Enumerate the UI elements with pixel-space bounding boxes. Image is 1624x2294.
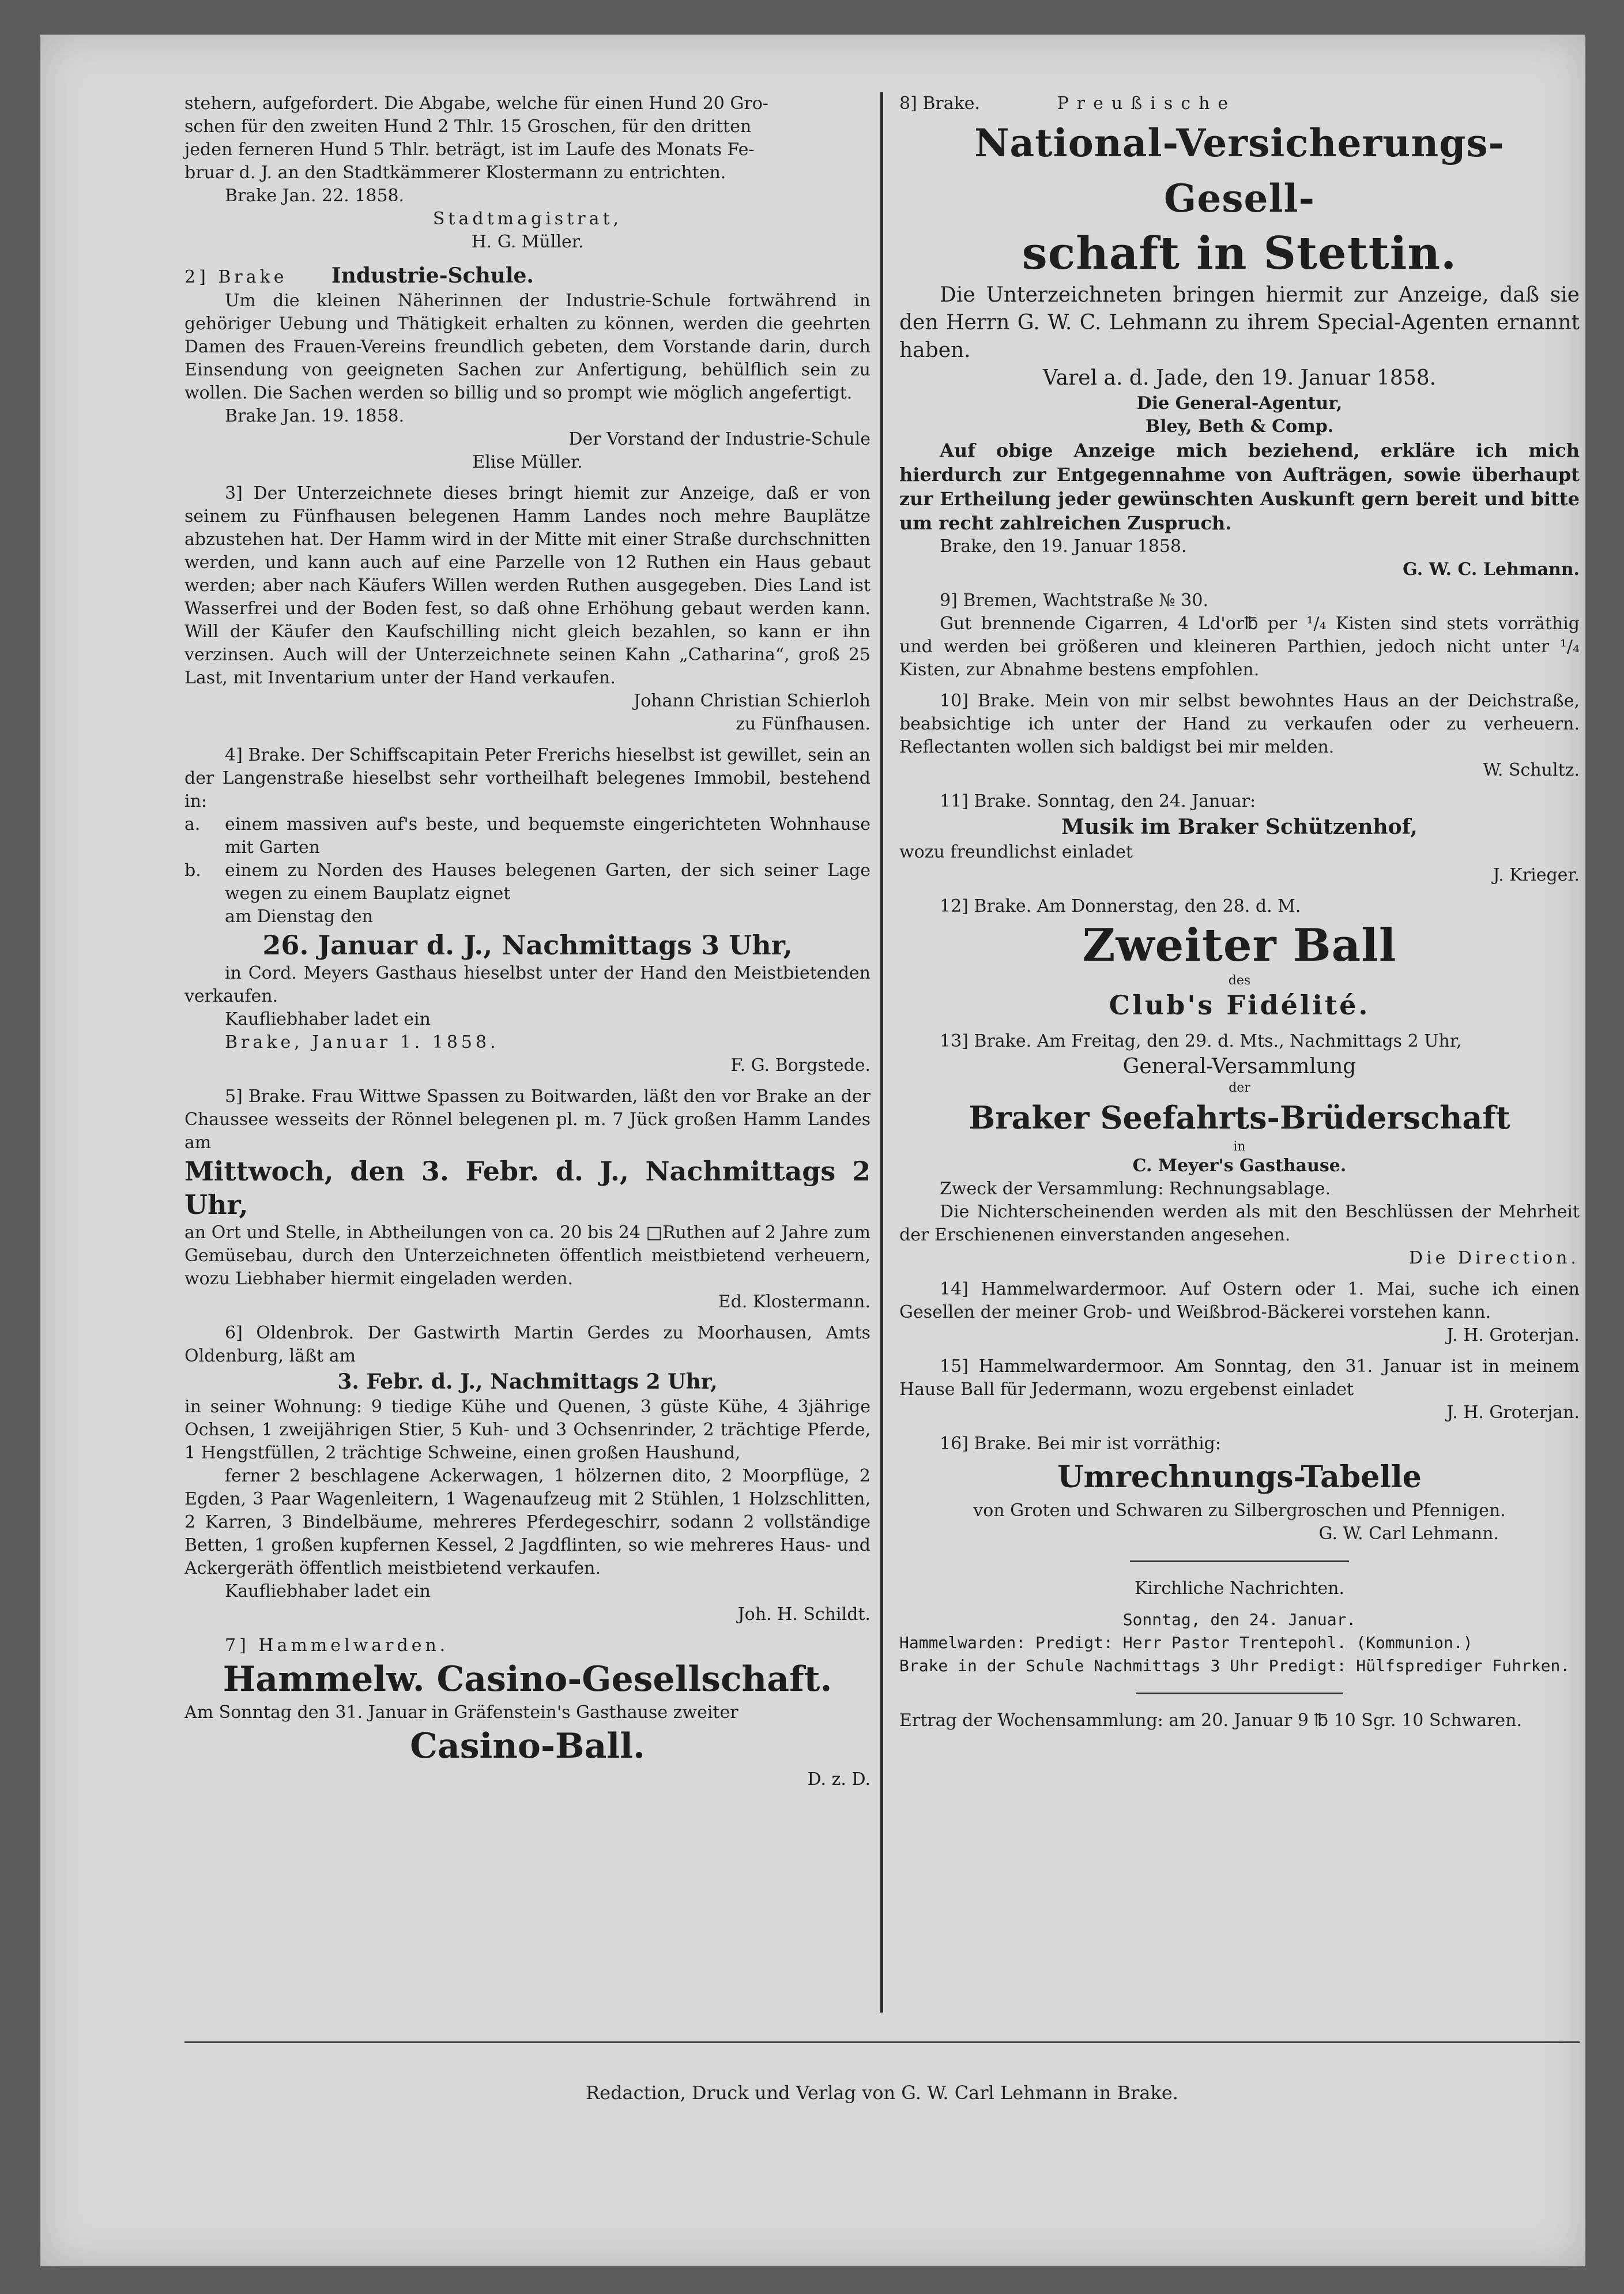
notice-9-heading: 9] Bremen, Wachtstraße № 30.	[940, 591, 1208, 611]
notice-3-signature: Johann Christian Schierloh	[634, 691, 871, 711]
notice-7-ball: Casino-Ball.	[410, 1726, 645, 1766]
notice-1-signature: H. G. Müller.	[471, 232, 584, 252]
notice-4	[184, 744, 871, 1077]
notice-2-signature: Elise Müller.	[472, 452, 583, 472]
notice-7-heading: 7] Hammelwarden.	[225, 1635, 449, 1656]
notice-16-heading: 16] Brake. Bei mir ist vorräthig:	[940, 1434, 1221, 1454]
notice-12	[899, 895, 1580, 1022]
notice-12-heading: 12] Brake. Am Donnerstag, den 28. d. M.	[940, 896, 1301, 916]
notice-11-title: Musik im Braker Schützenhof,	[1061, 815, 1418, 839]
notice-4-invite: Kaufliebhaber ladet ein	[225, 1009, 431, 1029]
notice-10-body: 10] Brake. Mein von mir selbst bewohntes Haus an der Deichstraße, beabsichtige ich unter der Hand zu verkaufen oder zu verheuern. Reflectanten wollen sich baldigst bei mir melden.	[899, 691, 1580, 757]
notice-15-body: 15] Hammelwardermoor. Am Sonntag, den 31. Januar ist in meinem Hause Ball für Jedermann, wozu ergebenst einladet	[899, 1356, 1580, 1400]
notice-7-title: Hammelw. Casino-Gesellschaft.	[223, 1659, 832, 1699]
notice-5	[184, 1085, 871, 1314]
notice-15	[899, 1355, 1580, 1424]
notice-16-signature: G. W. Carl Lehmann.	[1318, 1524, 1499, 1544]
notice-8-date: Varel a. d. Jade, den 19. Januar 1858.	[1042, 366, 1437, 390]
notice-2	[184, 262, 871, 474]
church-news-title: Kirchliche Nachrichten.	[1134, 1578, 1345, 1599]
notice-7-signature: D. z. D.	[807, 1769, 871, 1789]
notice-2-heading: 2] Brake	[184, 267, 288, 287]
notice-14-body: 14] Hammelwardermoor. Auf Ostern oder 1. Mai, suche ich einen Gesellen der meiner Grob- und Weißbrod-Bäckerei vorstehen kann.	[899, 1279, 1580, 1322]
notice-1-line: bruar d. J. an den Stadtkämmerer Klostermann zu entrichten.	[184, 163, 726, 183]
notice-3	[184, 482, 871, 736]
notice-13-org: Braker Seefahrts-Brüderschaft	[969, 1099, 1510, 1136]
notice-4-where: in Cord. Meyers Gasthaus hieselbst unter der Hand den Meistbietenden verkaufen.	[184, 963, 871, 1006]
list-item: a. einem massiven auf's beste, und bequemste eingerichteten Wohnhause mit Garten	[184, 813, 871, 859]
notice-4-date: Brake, Januar 1. 1858.	[225, 1032, 499, 1052]
notice-13-in: in	[1233, 1140, 1246, 1154]
notice-8-firm: Bley, Beth & Comp.	[1145, 416, 1334, 437]
notice-2-body: Um die kleinen Näherinnen der Industrie-Schule fortwährend in gehöriger Uebung und Thätigkeit erhalten zu können, werden die geehrten Damen des Frauen-Vereins freundlich gebeten, dem Vorstande darin, durch Einsendung von geeigneten Sachen zur Anfertigung, behülflich sein zu wollen. Die Sachen werden so billig und so prompt wie möglich angefertigt.	[184, 291, 871, 403]
notice-9	[899, 589, 1580, 682]
notice-3-signature: zu Fünfhausen.	[736, 714, 871, 734]
notice-6-signature: Joh. H. Schildt.	[737, 1604, 871, 1624]
notice-6	[184, 1322, 871, 1626]
notice-8-title: schaft in Stettin.	[1022, 227, 1457, 280]
church-news	[899, 1577, 1580, 1678]
church-news-date: Sonntag, den 24. Januar.	[1122, 1610, 1357, 1629]
notice-13-body: Die Nichterscheinenden werden als mit den Beschlüssen der Mehrheit der Erschienenen einverstanden angesehen.	[899, 1202, 1580, 1245]
notice-13-heading: 13] Brake. Am Freitag, den 29. d. Mts., Nachmittags 2 Uhr,	[940, 1031, 1462, 1051]
notice-1-line: schen für den zweiten Hund 2 Thlr. 15 Groschen, für den dritten	[184, 116, 752, 137]
notice-12-des: des	[1228, 973, 1251, 988]
section-divider	[1136, 1693, 1343, 1694]
notice-8-signature: G. W. C. Lehmann.	[1403, 559, 1580, 580]
imprint-footer: Redaction, Druck und Verlag von G. W. Carl Lehmann in Brake.	[586, 2082, 1178, 2104]
section-divider	[1130, 1560, 1349, 1562]
notice-8-agency: Die General-Agentur,	[1136, 393, 1343, 413]
church-news-entry: Brake in der Schule Nachmittags 3 Uhr Predigt: Hülfsprediger Fuhrken.	[899, 1656, 1570, 1675]
notice-1-date: Brake Jan. 22. 1858.	[225, 186, 405, 206]
notice-13-place: C. Meyer's Gasthause.	[1132, 1156, 1347, 1176]
notice-5-signature: Ed. Klostermann.	[718, 1292, 871, 1312]
right-column	[899, 92, 1580, 1732]
notice-4-when: am Dienstag den	[225, 907, 373, 927]
notice-14	[899, 1278, 1580, 1347]
notice-11	[899, 790, 1580, 887]
notice-5-body: an Ort und Stelle, in Abtheilungen von ca. 20 bis 24 □Ruthen auf 2 Jahre zum Gemüsebau, durch den Unterzeichneten öffentlich meistbietend verheuern, wozu Liebhaber hiermit eingeladen werden.	[184, 1223, 871, 1289]
notice-2-date: Brake Jan. 19. 1858.	[225, 406, 405, 426]
notice-6-body: in seiner Wohnung: 9 tiedige Kühe und Quenen, 3 güste Kühe, 4 3jährige Ochsen, 1 zweijährigen Stier, 5 Kuh- und 3 Ochsenrinder, 2 trächtige Pferde, 1 Hengstfüllen, 2 trächtige Schweine, einen großen Haushund,	[184, 1397, 871, 1463]
column-divider	[880, 92, 883, 2013]
notice-8-date2: Brake, den 19. Januar 1858.	[940, 536, 1187, 556]
notice-5-body: 5] Brake. Frau Wittwe Spassen zu Boitwarden, läßt den vor Brake an der Chaussee wesseits der Rönnel belegenen pl. m. 7 Jück großen Hamm Landes am	[184, 1086, 871, 1153]
notice-13-der: der	[1229, 1081, 1250, 1095]
notice-16-body: von Groten und Schwaren zu Silbergroschen und Pfennigen.	[973, 1500, 1506, 1521]
notice-16	[899, 1432, 1580, 1545]
notice-4-signature: F. G. Borgstede.	[730, 1055, 871, 1075]
notice-8-title: National-Versicherungs-Gesell-	[974, 121, 1505, 221]
notice-11-heading: 11] Brake. Sonntag, den 24. Januar:	[940, 791, 1256, 811]
left-column	[184, 92, 871, 1791]
notice-7	[184, 1634, 871, 1791]
notice-11-body: wozu freundlichst einladet	[899, 842, 1133, 862]
notice-4-date-big: 26. Januar d. J., Nachmittags 3 Uhr,	[262, 930, 793, 961]
weekly-collection: Ertrag der Wochensammlung: am 20. Januar 9 ℔ 10 Sgr. 10 Schwaren.	[899, 1710, 1523, 1731]
notice-8-heading: 8] Brake.	[899, 93, 981, 114]
notice-13-purpose: Zweck der Versammlung: Rechnungsablage.	[940, 1179, 1331, 1199]
notice-16-title: Umrechnungs-Tabelle	[1057, 1460, 1422, 1495]
notice-1-line: stehern, aufgefordert. Die Abgabe, welche für einen Hund 20 Gro-	[184, 93, 768, 114]
notice-13-signature: Die Direction.	[1408, 1248, 1580, 1268]
notice-7-body: Am Sonntag den 31. Januar in Gräfenstein's Gasthause zweiter	[184, 1702, 738, 1723]
notice-5-date-big: Mittwoch, den 3. Febr. d. J., Nachmittags 2 Uhr,	[184, 1156, 871, 1220]
notice-6-invite: Kaufliebhaber ladet ein	[225, 1581, 431, 1601]
notice-10-signature: W. Schultz.	[1483, 760, 1580, 780]
notice-4-body: 4] Brake. Der Schiffscapitain Peter Frerichs hieselbst ist gewillet, sein an der Langenstraße hieselbst sehr vortheilhaft belegenes Immobil, bestehend in:	[184, 745, 871, 811]
notice-8-body2: Auf obige Anzeige mich beziehend, erkläre ich mich hierdurch zur Entgegennahme von Aufträgen, sowie überhaupt zur Ertheilung jeder gewünschten Auskunft gern bereit und bitte um recht zahlreichen Zuspruch.	[899, 439, 1580, 534]
notice-8-body: Die Unterzeichneten bringen hiermit zur Anzeige, daß sie den Herrn G. W. C. Lehmann zu ihrem Special-Agenten ernannt haben.	[899, 283, 1580, 362]
notice-9-body: Gut brennende Cigarren, 4 Ld'or℔ per ¹/₄ Kisten sind stets vorräthig und werden bei größeren und kleineren Parthien, jedoch nicht unter ¹/₄ Kisten, zur Abnahme bestens empfohlen.	[899, 614, 1580, 680]
notice-2-signature: Der Vorstand der Industrie-Schule	[568, 429, 871, 449]
notice-11-signature: J. Krieger.	[1493, 865, 1580, 885]
notice-6-body: ferner 2 beschlagene Ackerwagen, 1 hölzernen dito, 2 Moorpflüge, 2 Egden, 3 Paar Wagenleitern, 1 Wagenaufzeug mit 2 Stühlen, 1 Holzschlitten, 2 Karren, 3 Bindelbäume, mehreres Pferdegeschirr, sodann 2 vollständige Betten, 1 großen kupfernen Kessel, 2 Jagdflinten, so wie mehreres Haus- und Ackergeräth öffentlich meistbietend verkaufen.	[184, 1466, 871, 1578]
notice-12-title: Zweiter Ball	[1082, 919, 1397, 972]
footer-rule	[184, 2041, 1580, 2043]
list-item-text: einem zu Norden des Hauses belegenen Garten, der sich seiner Lage wegen zu einem Bauplatz eignet	[225, 860, 871, 904]
notice-14-signature: J. H. Groterjan.	[1446, 1325, 1580, 1345]
notice-12-club: Club's Fidélité.	[1109, 990, 1370, 1021]
notice-15-signature: J. H. Groterjan.	[1446, 1402, 1580, 1423]
notice-13	[899, 1030, 1580, 1270]
list-item-text: einem massiven auf's beste, und bequemste eingerichteten Wohnhause mit Garten	[225, 814, 871, 858]
notice-3-body: 3] Der Unterzeichnete dieses bringt hiemit zur Anzeige, daß er von seinem zu Fünfhausen belegenen Hamm Landes noch mehre Bauplätze abzustehen hat. Der Hamm wird in der Mitte mit einer Straße durchschnitten werden, und kann auch auf eine Parzelle von 12 Ruthen ein Haus gebaut werden; aber nach Käufers Willen werden Ruthen ausgegeben. Dies Land ist Wasserfrei und der Boden fest, so daß ohne Erhöhung gebaut werden kann. Will der Käufer den Kaufschilling nicht gleich bezahlen, so kann er ihn verzinsen. Auch will der Unterzeichnete seinen Kahn „Catharina“, groß 25 Last, mit Inventarium unter der Hand verkaufen.	[184, 483, 871, 688]
notice-8-pre: Preußische	[1057, 93, 1237, 114]
notice-2-title: Industrie-Schule.	[331, 264, 534, 288]
list-item: b. einem zu Norden des Hauses belegenen Garten, der sich seiner Lage wegen zu einem Bauplatz eignet	[184, 859, 871, 905]
notice-1-line: jeden ferneren Hund 5 Thlr. beträgt, ist im Laufe des Monats Fe-	[184, 140, 755, 160]
notice-1-signature: Stadtmagistrat,	[432, 209, 623, 229]
church-news-entry: Hammelwarden: Predigt: Herr Pastor Trentepohl. (Kommunion.)	[899, 1633, 1473, 1652]
notice-13-title: General-Versammlung	[1122, 1055, 1357, 1078]
notice-6-body: 6] Oldenbrok. Der Gastwirth Martin Gerdes zu Moorhausen, Amts Oldenburg, läßt am	[184, 1323, 871, 1366]
notice-6-date-big: 3. Febr. d. J., Nachmittags 2 Uhr,	[337, 1370, 718, 1394]
notice-10	[899, 690, 1580, 782]
